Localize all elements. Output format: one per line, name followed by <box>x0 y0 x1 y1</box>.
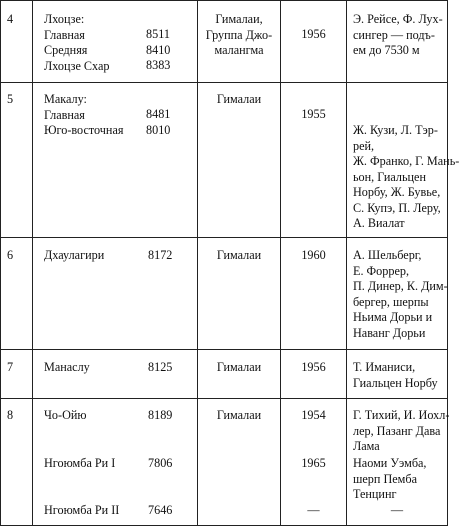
peak-name: Макалу: <box>44 92 87 106</box>
peak-height: 8189 <box>148 408 173 422</box>
ascent-year: 1956 <box>301 27 326 41</box>
peak-height: 8125 <box>148 360 173 374</box>
climbers: А. Шельберг, Е. Форрер, П. Динер, К. Дим- бергер, шерпы Ньима Дорьи и Наванг Дорьи <box>353 248 448 340</box>
row-number: 8 <box>7 408 14 422</box>
climbers: — <box>390 503 404 517</box>
peak-name: Главная <box>44 107 85 122</box>
peak-height: 7646 <box>148 503 173 517</box>
mountain-range: Гималаи <box>216 408 262 422</box>
peak-name: Лхоцзе Схар <box>44 58 110 73</box>
row-number: 4 <box>7 12 14 26</box>
climbers: Э. Рейсе, Ф. Лух- сингер — подъ- ем до 7530 м <box>353 12 443 57</box>
climbers: Г. Тихий, И. Иохл- лер, Пазанг Дава Лама <box>353 408 450 453</box>
peak-name: Манаслу <box>44 360 90 374</box>
peak-name: Нгоюмба Ри I <box>44 456 116 470</box>
mountain-range: Гималаи, Группа Джо- малангма <box>205 12 273 57</box>
climbers: Ж. Кузи, Л. Тэр- рей, Ж. Франко, Г. Мань- ьон, Гиальцен Норбу, Ж. Бувье, С. Купэ, П. Леру, А. Виалат <box>353 123 459 230</box>
row-number: 6 <box>7 248 14 262</box>
peak-height: 8410 <box>146 42 171 57</box>
peak-names <box>44 92 123 139</box>
peak-name: Юго-восточная <box>44 123 124 137</box>
row-number: 7 <box>7 360 14 374</box>
peak-height: 8511 <box>146 27 170 41</box>
peak-name: Дхаулагири <box>44 248 105 262</box>
climbers: Т. Иманиси, Гиальцен Норбу <box>353 360 438 390</box>
ascent-year: 1965 <box>301 456 326 470</box>
row-number: 5 <box>7 92 14 106</box>
climbers: Наоми Уэмба, шерп Пемба Тенцинг <box>353 456 427 501</box>
peak-height: 7806 <box>148 456 173 470</box>
peak-height: 8481 <box>146 107 171 121</box>
ascent-year: 1955 <box>301 107 326 121</box>
ascent-year: — <box>307 503 320 517</box>
peak-name: Лхоцзе: <box>44 12 85 26</box>
peak-height: 8383 <box>146 58 171 72</box>
mountain-range: Гималаи <box>216 92 262 106</box>
ascent-year: 1954 <box>301 408 326 422</box>
peak-name: Чо-Ойю <box>44 408 87 422</box>
ascent-year: 1956 <box>301 360 326 374</box>
peak-height: 8010 <box>146 122 171 137</box>
peak-heights <box>146 107 170 138</box>
peak-name: Нгоюмба Ри II <box>44 503 120 517</box>
mountain-range: Гималаи <box>216 360 262 374</box>
peak-height: 8172 <box>148 248 173 262</box>
ascent-year: 1960 <box>301 248 326 262</box>
peak-names <box>44 12 110 74</box>
peak-name: Главная <box>44 27 85 42</box>
peak-name: Средняя <box>44 43 88 57</box>
mountain-range: Гималаи <box>216 248 262 262</box>
peak-heights <box>146 27 170 74</box>
